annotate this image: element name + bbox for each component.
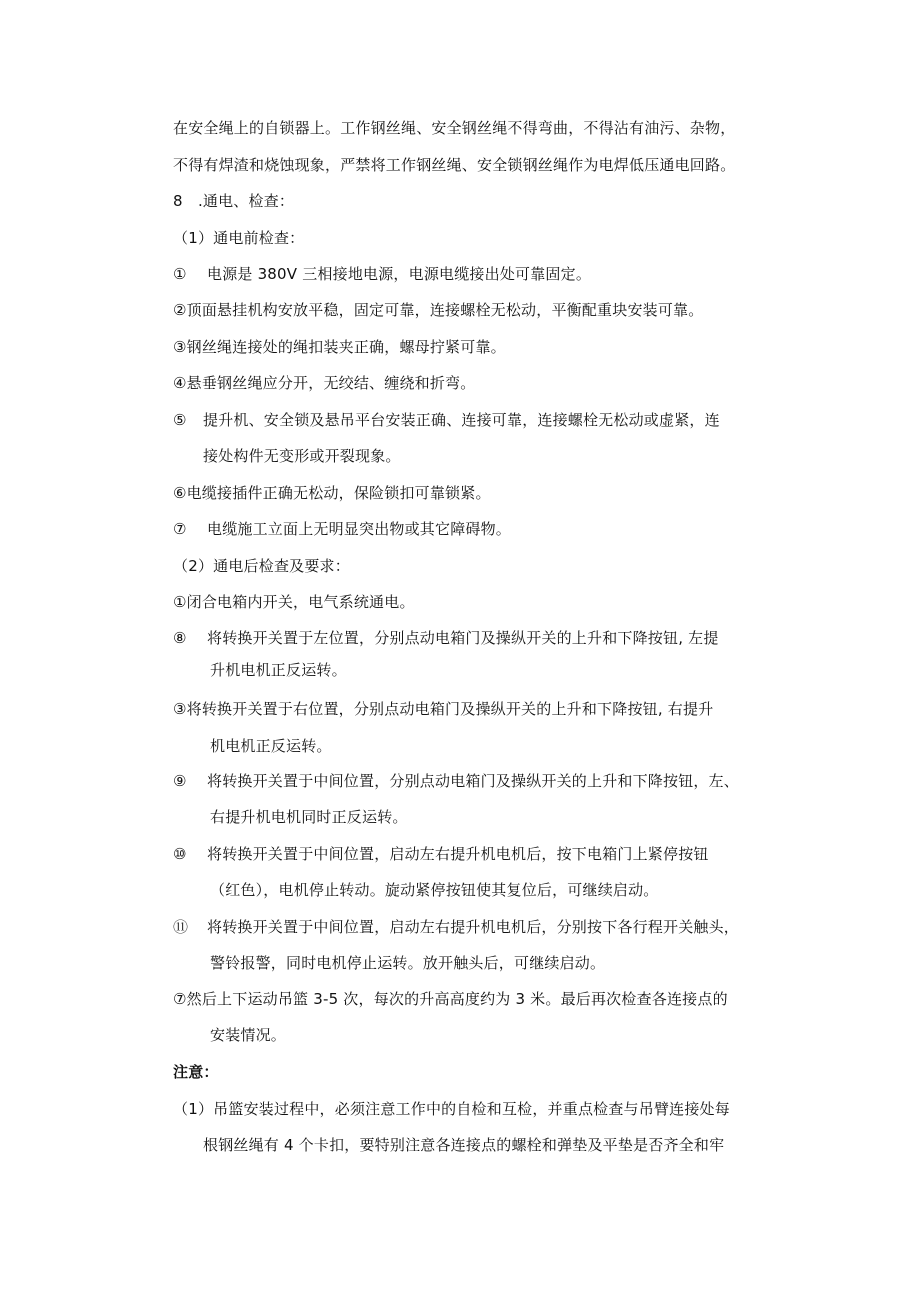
item-marker: ①: [173, 593, 187, 611]
pre-check-heading: （1）通电前检查：: [173, 229, 305, 247]
item-marker: （1）: [173, 1100, 214, 1118]
item-text: 将转换开关置于中间位置，启动左右提升机电机后，按下电箱门上紧停按钮: [207, 845, 709, 863]
item-text: 将转换开关置于右位置，分别点动电箱门及操纵开关的上升和下降按钮, 右提升: [186, 700, 714, 718]
item-text: 悬垂钢丝绳应分开，无绞结、缠绕和折弯。: [186, 374, 476, 392]
item-marker: ③: [173, 338, 187, 356]
item-marker: ⑦: [173, 990, 187, 1008]
item-text: 闭合电箱内开关，电气系统通电。: [186, 593, 415, 611]
item-text: 钢丝绳连接处的绳扣装夹正确，螺母拧紧可靠。: [186, 338, 506, 356]
post-check-item-3-cont: 机电机正反运转。: [210, 737, 332, 755]
pre-check-item-6: [173, 483, 491, 503]
item-text: 然后上下运动吊篮 3-5 次，每次的升高高度约为 3 米。最后再次检查各连接点的: [186, 990, 728, 1008]
post-check-item-1: [173, 592, 415, 612]
item-marker: ②: [173, 301, 187, 319]
post-check-item-4-cont: 右提升机电机同时正反运转。: [210, 808, 408, 826]
item-marker: ⑤: [173, 411, 187, 429]
item-text: 将转换开关置于中间位置，启动左右提升机电机后，分别按下各行程开关触头，: [207, 918, 740, 936]
post-check-heading: （2）通电后检查及要求：: [173, 557, 350, 575]
post-check-item-5-cont: （红色），电机停止转动。旋动紧停按钮使其复位后，可继续启动。: [210, 881, 659, 899]
item-text: 电缆施工立面上无明显突出物或其它障碍物。: [207, 520, 512, 538]
pre-check-item-2: [173, 300, 703, 320]
pre-check-item-7: [173, 519, 511, 539]
post-check-item-4: [173, 771, 739, 791]
post-check-item-7-cont: 安装情况。: [210, 1026, 287, 1044]
item-marker: ⑧: [173, 629, 187, 647]
item-text: 将转换开关置于中间位置，分别点动电箱门及操纵开关的上升和下降按钮，左、: [207, 772, 740, 790]
item-marker: ⑦: [173, 520, 187, 538]
item-text: 顶面悬挂机构安放平稳，固定可靠，连接螺栓无松动，平衡配重块安装可靠。: [186, 301, 704, 319]
note-heading: 注意：: [173, 1063, 219, 1081]
post-check-item-5: [173, 844, 709, 864]
post-check-item-3: [173, 699, 713, 719]
section-8-heading: 8 .通电、检查：: [173, 192, 295, 210]
pre-check-item-5: [173, 410, 720, 430]
note-item-1-cont: 根钢丝绳有 4 个卡扣，要特别注意各连接点的螺栓和弹垫及平垫是否齐全和牢: [203, 1136, 725, 1154]
intro-line-1: 在安全绳上的自锁器上。工作钢丝绳、安全钢丝绳不得弯曲，不得沾有油污、杂物，: [173, 119, 736, 137]
post-check-item-6: [173, 917, 739, 937]
post-check-item-6-cont: 警铃报警，同时电机停止运转。放开触头后，可继续启动。: [210, 954, 606, 972]
item-text: 将转换开关置于左位置，分别点动电箱门及操纵开关的上升和下降按钮, 左提: [207, 629, 719, 647]
item-marker: ⑩: [173, 845, 187, 863]
item-marker: ④: [173, 374, 187, 392]
note-item-1: [173, 1099, 730, 1119]
item-marker: ⑥: [173, 484, 187, 502]
intro-line-2: 不得有焊渣和烧蚀现象，严禁将工作钢丝绳、安全锁钢丝绳作为电焊低压通电回路。: [173, 156, 736, 174]
pre-check-item-5-cont: 接处构件无变形或开裂现象。: [203, 447, 401, 465]
item-marker: ③: [173, 700, 187, 718]
pre-check-item-1: [173, 264, 591, 284]
item-marker: ⑪: [173, 918, 189, 936]
item-marker: ①: [173, 265, 187, 283]
post-check-item-2: [173, 628, 719, 648]
item-text: 电源是 380V 三相接地电源，电源电缆接出处可靠固定。: [207, 265, 592, 283]
item-marker: ⑨: [173, 772, 187, 790]
pre-check-item-4: [173, 373, 475, 393]
item-text: 吊篮安装过程中，必须注意工作中的自检和互检，并重点检查与吊臂连接处每: [213, 1100, 730, 1118]
post-check-item-7: [173, 989, 728, 1009]
item-text: 提升机、安全锁及悬吊平台安装正确、连接可靠，连接螺栓无松动或虚紧，连: [203, 411, 720, 429]
post-check-item-2-cont: 升机电机正反运转。: [210, 661, 347, 679]
item-text: 电缆接插件正确无松动，保险锁扣可靠锁紧。: [186, 484, 491, 502]
pre-check-item-3: [173, 337, 506, 357]
